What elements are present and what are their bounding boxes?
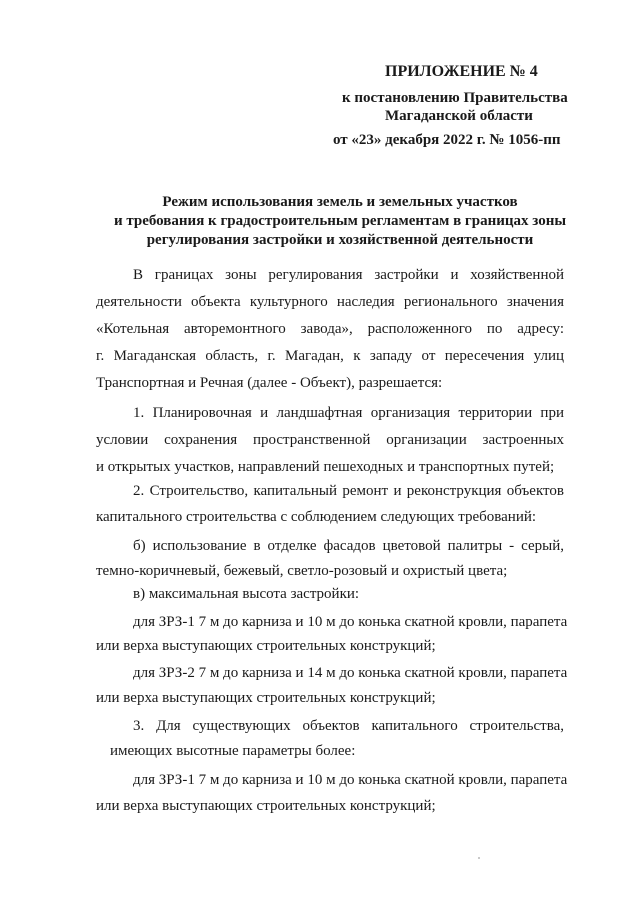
item2-line-1: 2. Строительство, капитальный ремонт и реконструкция объектов [133, 483, 564, 499]
zrz1-line-2: или верха выступающих строительных конструкций; [96, 638, 436, 654]
item1-line-3: и открытых участков, направлений пешеходных и транспортных путей; [96, 459, 555, 475]
intro-line-5: Транспортная и Речная (далее - Объект), разрешается: [96, 375, 443, 391]
item2-line-2: капитального строительства с соблюдением следующих требований: [96, 509, 537, 525]
zrz2-line-2: или верха выступающих строительных конструкций; [96, 690, 436, 706]
document-title-line-3: регулирования застройки и хозяйственной деятельности [146, 232, 534, 248]
item1-line-2: условии сохранения пространственной организации застроенных [96, 432, 564, 448]
intro-line-4: г. Магаданская область, г. Магадан, к западу от пересечения улиц [96, 348, 564, 364]
resolution-line: к постановлению Правительства [342, 90, 568, 106]
appendix-number: ПРИЛОЖЕНИЕ № 4 [385, 63, 538, 80]
zrz1-line-1: для ЗРЗ-1 7 м до карниза и 10 м до конька скатной кровли, парапета [133, 614, 568, 630]
intro-line-1: В границах зоны регулирования застройки и хозяйственной [133, 267, 564, 283]
intro-line-2: деятельности объекта культурного наследия регионального значения [96, 294, 564, 310]
item1-line-1: 1. Планировочная и ландшафтная организация территории при [133, 405, 564, 421]
sub-b-line-2: темно-коричневый, бежевый, светло-розовый и охристый цвета; [96, 563, 508, 579]
sub-b-line-1: б) использование в отделке фасадов цветовой палитры - серый, [133, 538, 564, 554]
region-line: Магаданской области [385, 108, 533, 124]
item3-line-1: 3. Для существующих объектов капитального строительства, [133, 718, 564, 734]
scan-speck [478, 857, 480, 859]
intro-line-3: «Котельная авторемонтного завода», расположенного по адресу: [96, 321, 564, 337]
resolution-date: от «23» декабря 2022 г. № 1056-пп [333, 132, 561, 148]
sub-v-line-1: в) максимальная высота застройки: [133, 586, 360, 602]
item3-line-2: имеющих высотные параметры более: [110, 743, 356, 759]
zrz1b-line-2: или верха выступающих строительных конструкций; [96, 798, 436, 814]
document-title-line-2: и требования к градостроительным регламентам в границах зоны [113, 213, 567, 229]
zrz1b-line-1: для ЗРЗ-1 7 м до карниза и 10 м до конька скатной кровли, парапета [133, 772, 568, 788]
document-title-line-1: Режим использования земель и земельных участков [162, 194, 518, 210]
zrz2-line-1: для ЗРЗ-2 7 м до карниза и 14 м до конька скатной кровли, парапета [133, 665, 568, 681]
